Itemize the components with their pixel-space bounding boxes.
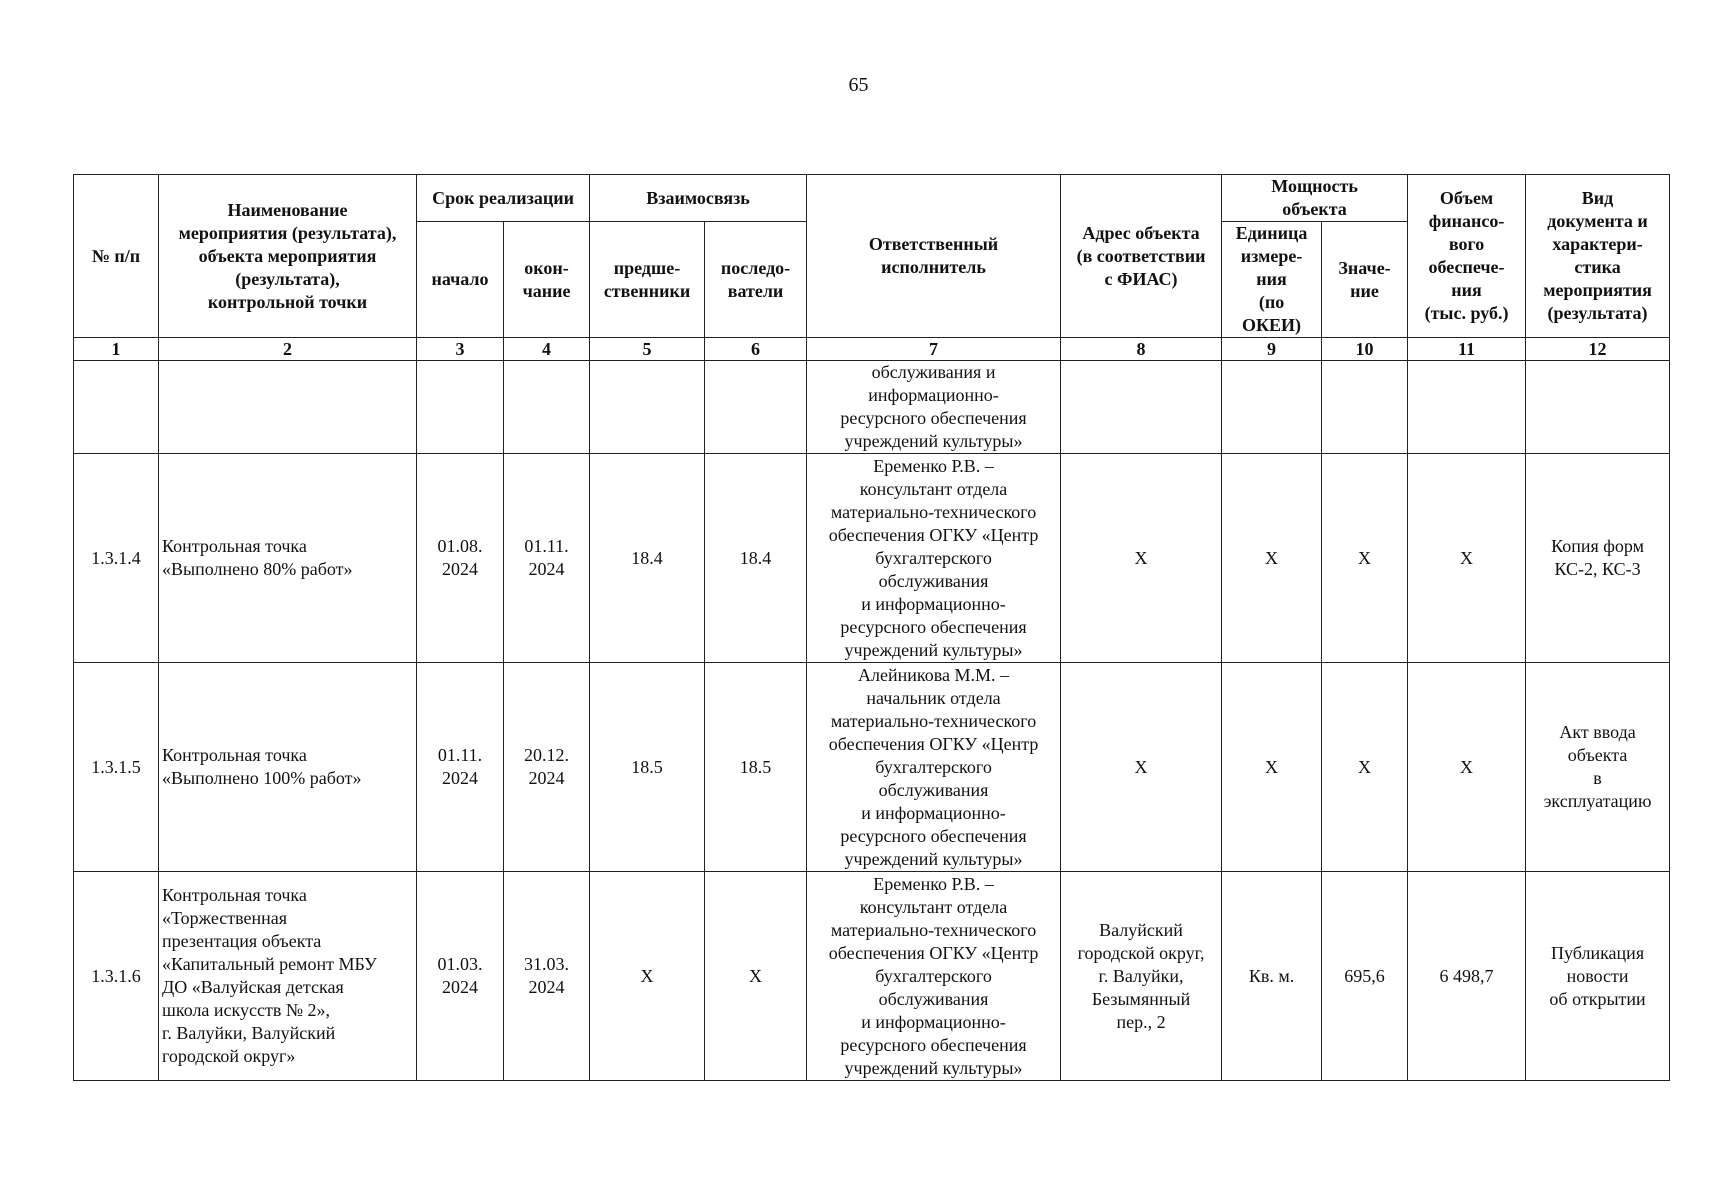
header-num: № п/п xyxy=(74,175,159,338)
header-capacity-unit: Единица измере- ния (по ОКЕИ) xyxy=(1222,222,1322,338)
cell-next: X xyxy=(705,872,807,1081)
cell-num: 1.3.1.6 xyxy=(74,872,159,1081)
cell-executor: обслуживания и информационно- ресурсного обеспечения учреждений культуры» xyxy=(807,361,1061,454)
cell-unit: X xyxy=(1222,454,1322,663)
header-relation-next: последо- ватели xyxy=(705,222,807,338)
cell-empty xyxy=(1222,361,1322,454)
column-number: 12 xyxy=(1526,338,1670,361)
cell-empty xyxy=(1322,361,1408,454)
header-document: Вид документа и характери- стика мероприятия (результата) xyxy=(1526,175,1670,338)
cell-prev: 18.5 xyxy=(590,663,705,872)
cell-unit: Кв. м. xyxy=(1222,872,1322,1081)
cell-num: 1.3.1.4 xyxy=(74,454,159,663)
cell-next: 18.4 xyxy=(705,454,807,663)
cell-empty xyxy=(1408,361,1526,454)
column-number: 4 xyxy=(504,338,590,361)
header-capacity-value: Значе- ние xyxy=(1322,222,1408,338)
cell-num: 1.3.1.5 xyxy=(74,663,159,872)
cell-empty xyxy=(590,361,705,454)
cell-value: 695,6 xyxy=(1322,872,1408,1081)
cell-value: X xyxy=(1322,454,1408,663)
header-row-top xyxy=(74,175,1670,222)
plan-table xyxy=(73,174,1670,1081)
cell-start: 01.11. 2024 xyxy=(417,663,504,872)
column-number: 10 xyxy=(1322,338,1408,361)
header-period-start: начало xyxy=(417,222,504,338)
cell-end: 20.12. 2024 xyxy=(504,663,590,872)
page-number: 65 xyxy=(848,74,869,96)
column-number: 1 xyxy=(74,338,159,361)
header-relation: Взаимосвязь xyxy=(590,175,807,222)
table-row xyxy=(74,454,1670,663)
table-row xyxy=(74,663,1670,872)
cell-empty xyxy=(417,361,504,454)
cell-end: 01.11. 2024 xyxy=(504,454,590,663)
table-row xyxy=(74,872,1670,1081)
cell-start: 01.03. 2024 xyxy=(417,872,504,1081)
cell-value: X xyxy=(1322,663,1408,872)
cell-address: Валуйский городской округ, г. Валуйки, Безымянный пер., 2 xyxy=(1061,872,1222,1081)
cell-empty xyxy=(74,361,159,454)
column-number: 2 xyxy=(159,338,417,361)
cell-finance: 6 498,7 xyxy=(1408,872,1526,1081)
cell-executor: Еременко Р.В. – консультант отдела материально-технического обеспечения ОГКУ «Центр бухгалтерского обслуживания и информационно- ресурсного обеспечения учреждений культуры» xyxy=(807,872,1061,1081)
header-period: Срок реализации xyxy=(417,175,590,222)
header-name: Наименование мероприятия (результата), объекта мероприятия (результата), контрольной точки xyxy=(159,175,417,338)
cell-empty xyxy=(705,361,807,454)
header-address: Адрес объекта (в соответствии с ФИАС) xyxy=(1061,175,1222,338)
column-number: 11 xyxy=(1408,338,1526,361)
cell-document: Копия форм КС-2, КС-3 xyxy=(1526,454,1670,663)
cell-empty xyxy=(1526,361,1670,454)
column-number: 9 xyxy=(1222,338,1322,361)
cell-end: 31.03. 2024 xyxy=(504,872,590,1081)
cell-finance: X xyxy=(1408,663,1526,872)
cell-finance: X xyxy=(1408,454,1526,663)
column-number-row xyxy=(74,338,1670,361)
cell-empty xyxy=(1061,361,1222,454)
header-executor: Ответственный исполнитель xyxy=(807,175,1061,338)
header-relation-prev: предше- ственники xyxy=(590,222,705,338)
cell-unit: X xyxy=(1222,663,1322,872)
cell-prev: X xyxy=(590,872,705,1081)
cell-executor: Алейникова М.М. – начальник отдела материально-технического обеспечения ОГКУ «Центр бухгалтерского обслуживания и информационно- ресурсного обеспечения учреждений культуры» xyxy=(807,663,1061,872)
header-capacity: Мощность объекта xyxy=(1222,175,1408,222)
column-number: 7 xyxy=(807,338,1061,361)
cell-document: Акт ввода объекта в эксплуатацию xyxy=(1526,663,1670,872)
cell-address: X xyxy=(1061,663,1222,872)
column-number: 3 xyxy=(417,338,504,361)
cell-next: 18.5 xyxy=(705,663,807,872)
cell-document: Публикация новости об открытии xyxy=(1526,872,1670,1081)
column-number: 8 xyxy=(1061,338,1222,361)
cell-start: 01.08. 2024 xyxy=(417,454,504,663)
cell-name: Контрольная точка «Выполнено 100% работ» xyxy=(159,663,417,872)
header-period-end: окон- чание xyxy=(504,222,590,338)
cell-empty xyxy=(159,361,417,454)
cell-empty xyxy=(504,361,590,454)
cell-prev: 18.4 xyxy=(590,454,705,663)
cell-address: X xyxy=(1061,454,1222,663)
header-finance: Объем финансо- вого обеспече- ния (тыс. руб.) xyxy=(1408,175,1526,338)
cell-name: Контрольная точка «Выполнено 80% работ» xyxy=(159,454,417,663)
cell-executor: Еременко Р.В. – консультант отдела материально-технического обеспечения ОГКУ «Центр бухгалтерского обслуживания и информационно- ресурсного обеспечения учреждений культуры» xyxy=(807,454,1061,663)
column-number: 6 xyxy=(705,338,807,361)
cell-name: Контрольная точка «Торжественная презентация объекта «Капитальный ремонт МБУ ДО «Валуйская детская школа искусств № 2», г. Валуйки, Валуйский городской округ» xyxy=(159,872,417,1081)
table-row-continuation xyxy=(74,361,1670,454)
column-number: 5 xyxy=(590,338,705,361)
